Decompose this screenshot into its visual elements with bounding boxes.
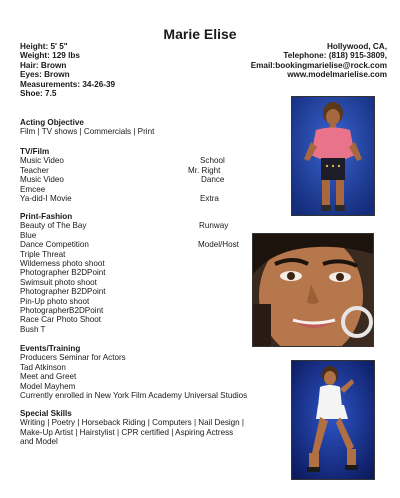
print-row: [20, 231, 250, 240]
skills-line: and Model: [20, 437, 58, 447]
print-item: Wilderness photo shoot: [20, 258, 105, 268]
contact-email: Email:bookingmarielise@rock.com: [250, 60, 387, 70]
skills-heading: Special Skills: [20, 409, 72, 418]
print-item: Beauty of The Bay: [20, 221, 87, 231]
print-row: [20, 315, 250, 324]
print-item: Bush T: [20, 324, 46, 334]
tvfilm-role: Music Video: [20, 175, 64, 185]
tvfilm-row: [20, 185, 240, 194]
tvfilm-role: Teacher: [20, 165, 49, 175]
print-row: [20, 221, 250, 230]
stat-eyes: Eyes: Brown: [20, 70, 70, 80]
print-item: Pin-Up photo shoot: [20, 296, 90, 306]
print-item: Race Car Photo Shoot: [20, 315, 101, 325]
acting-heading: Acting Objective: [20, 118, 84, 127]
tvfilm-row: [20, 194, 240, 203]
events-line: Currently enrolled in New York Film Academy Universal Studios: [20, 391, 248, 401]
print-item: Photographer B2DPoint: [20, 287, 106, 297]
model-face-icon: [253, 234, 373, 346]
print-item: PhotographerB2DPoint: [20, 305, 104, 315]
print-row: [20, 259, 250, 268]
photo-full-body: [291, 96, 375, 216]
skills-line: Make-Up Artist | Hairstylist | CPR certified | Aspiring Actress: [20, 427, 234, 437]
events-heading: Events/Training: [20, 344, 81, 353]
print-row: [20, 325, 250, 334]
acting-section: [20, 118, 154, 137]
tvfilm-type: Mr. Right: [188, 165, 221, 175]
resume-name: Marie Elise: [163, 26, 237, 42]
tvfilm-type: Extra: [200, 193, 219, 203]
skills-line: Writing | Poetry | Horseback Riding | Computers | Nail Design |: [20, 418, 245, 428]
events-line: Meet and Greet: [20, 372, 77, 382]
acting-text: Film | TV shows | Commercials | Print: [20, 127, 155, 137]
print-item: Photographer B2DPoint: [20, 268, 106, 278]
model-figure-icon: [292, 97, 374, 215]
tvfilm-role: Music Video: [20, 156, 64, 166]
events-line: Producers Seminar for Actors: [20, 353, 126, 363]
tvfilm-role: Emcee: [20, 184, 46, 194]
tvfilm-type: Dance: [201, 175, 225, 185]
tvfilm-row: [20, 175, 240, 184]
tvfilm-row: [20, 156, 240, 165]
print-row: [20, 250, 250, 259]
print-row: [20, 297, 250, 306]
contact-telephone: Telephone: (818) 915-3809,: [283, 51, 387, 61]
contact-block: [251, 42, 387, 80]
print-item: Blue: [20, 230, 37, 240]
photo-headshot: [252, 233, 374, 347]
print-row: [20, 278, 250, 287]
print-item: Dance Competition: [20, 240, 89, 250]
events-line: Tad Atkinson: [20, 362, 66, 372]
tvfilm-type: School: [200, 156, 225, 166]
events-line: Model Mayhem: [20, 381, 76, 391]
contact-location: Hollywood, CA,: [326, 42, 387, 51]
tvfilm-heading: TV/Film: [20, 147, 50, 156]
tvfilm-role: Ya-did-I Movie: [20, 193, 72, 203]
print-item: Triple Threat: [20, 249, 66, 259]
print-type: Runway: [199, 221, 229, 231]
print-type: Model/Host: [198, 240, 239, 250]
photo-pinup: [291, 360, 375, 480]
print-row: [20, 240, 250, 249]
stat-shoe: Shoe: 7.5: [20, 89, 57, 99]
events-section: [20, 344, 247, 400]
stat-height: Height: 5' 5": [20, 42, 68, 51]
print-row: [20, 306, 250, 315]
stats-block: [20, 42, 115, 98]
tvfilm-row: [20, 166, 240, 175]
stat-measurements: Measurements: 34-26-39: [20, 79, 116, 89]
contact-website: www.modelmarielise.com: [287, 70, 387, 80]
print-item: Swimsuit photo shoot: [20, 277, 97, 287]
print-heading: Print-Fashion: [20, 212, 73, 221]
skills-section: [20, 409, 244, 447]
stat-weight: Weight: 129 lbs: [20, 51, 80, 61]
tvfilm-section: [20, 147, 240, 203]
stat-hair: Hair: Brown: [20, 60, 67, 70]
model-pose-icon: [292, 361, 374, 479]
print-row: [20, 287, 250, 296]
print-section: [20, 212, 250, 334]
print-row: [20, 268, 250, 277]
